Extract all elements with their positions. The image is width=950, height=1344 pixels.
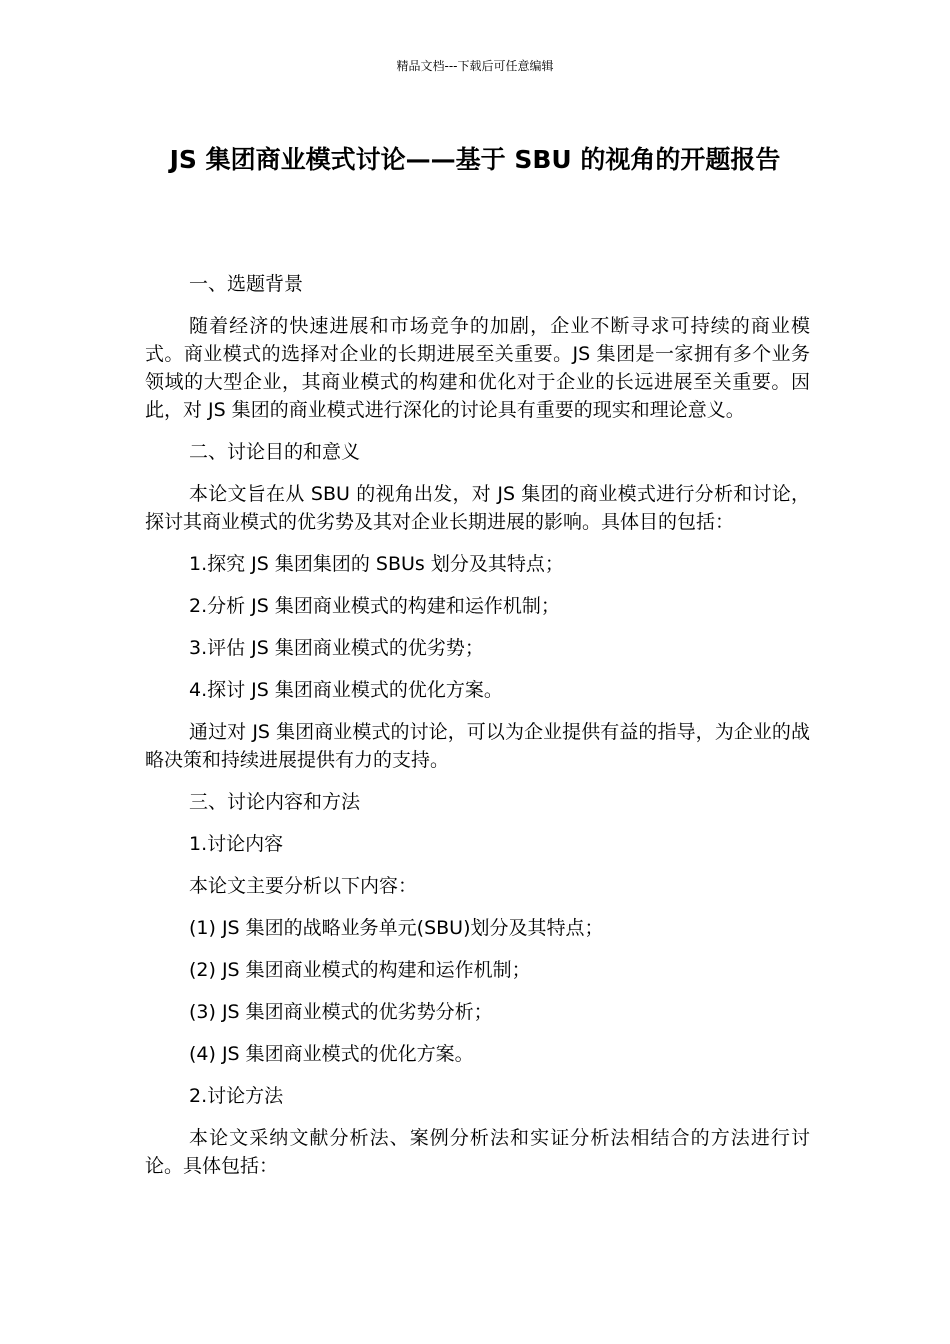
subheading-content: 1.讨论内容 — [189, 833, 284, 855]
list-item-content-3: (3) JS 集团商业模式的优劣势分析； — [189, 1001, 493, 1023]
list-item-content-4: (4) JS 集团商业模式的优化方案。 — [189, 1043, 474, 1065]
section-heading-content-method: 三、讨论内容和方法 — [189, 791, 361, 813]
subheading-method: 2.讨论方法 — [189, 1085, 284, 1107]
list-item-purpose-1: 1.探究 JS 集团集团的 SBUs 划分及其特点； — [189, 553, 564, 575]
paragraph-content-intro: 本论文主要分析以下内容： — [189, 875, 418, 897]
list-item-content-2: (2) JS 集团商业模式的构建和运作机制； — [189, 959, 531, 981]
document-body — [145, 270, 810, 1194]
paragraph-significance: 通过对 JS 集团商业模式的讨论，可以为企业提供有益的指导，为企业的战略决策和持续进展提供有力的支持。 — [145, 721, 810, 771]
list-item-purpose-3: 3.评估 JS 集团商业模式的优劣势； — [189, 637, 484, 659]
paragraph-method: 本论文采纳文献分析法、案例分析法和实证分析法相结合的方法进行讨论。具体包括： — [145, 1127, 810, 1177]
document-title: JS 集团商业模式讨论——基于 SBU 的视角的开题报告 — [169, 145, 781, 174]
page-header: 精品文档---下载后可任意编辑 — [396, 59, 554, 73]
section-heading-background: 一、选题背景 — [189, 273, 304, 295]
list-item-purpose-2: 2.分析 JS 集团商业模式的构建和运作机制； — [189, 595, 560, 617]
paragraph-background: 随着经济的快速进展和市场竞争的加剧，企业不断寻求可持续的商业模式。商业模式的选择对企业的长期进展至关重要。JS 集团是一家拥有多个业务领域的大型企业，其商业模式的构建和优化对于企业的长远进展至关重要。因此，对 JS 集团的商业模式进行深化的讨论具有重要的现实和理论意义。 — [145, 315, 810, 421]
section-heading-purpose: 二、讨论目的和意义 — [189, 441, 361, 463]
list-item-content-1: (1) JS 集团的战略业务单元(SBU)划分及其特点； — [189, 917, 604, 939]
paragraph-purpose: 本论文旨在从 SBU 的视角出发，对 JS 集团的商业模式进行分析和讨论，探讨其商业模式的优劣势及其对企业长期进展的影响。具体目的包括： — [145, 483, 810, 533]
list-item-purpose-4: 4.探讨 JS 集团商业模式的优化方案。 — [189, 679, 503, 701]
